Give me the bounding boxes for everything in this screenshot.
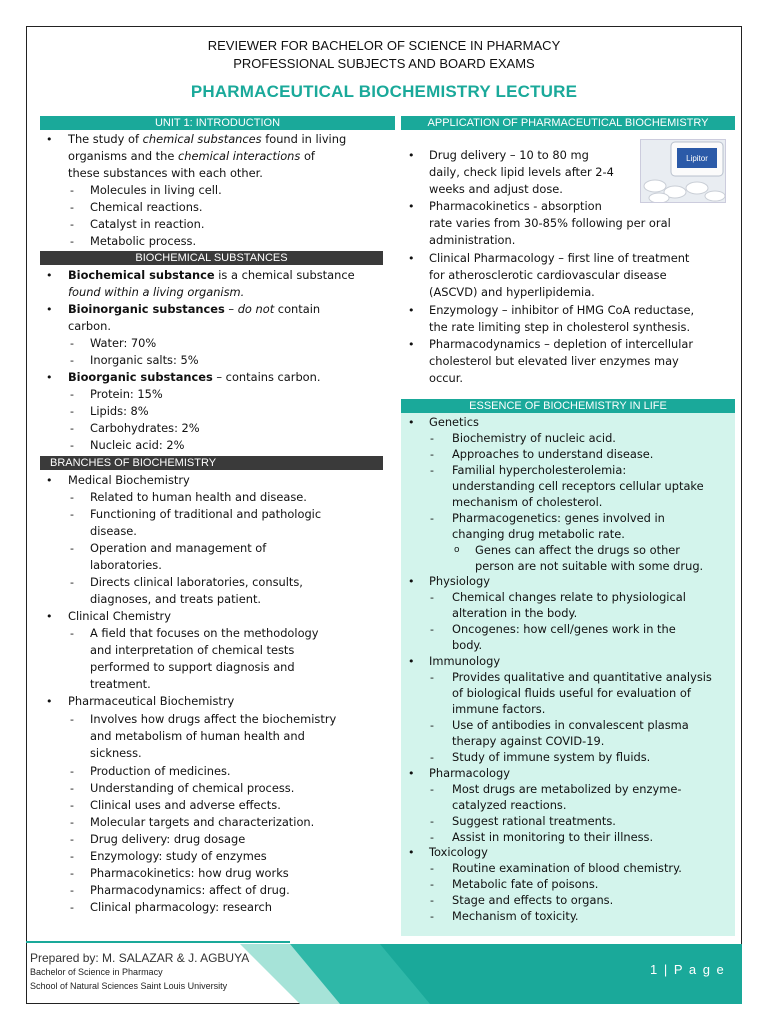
clinical-item: A field that focuses on the methodology [90, 626, 319, 640]
organic-item: Nucleic acid: 2% [90, 438, 185, 452]
essence-line: mechanism of cholesterol. [452, 495, 603, 509]
bullet: • [46, 371, 53, 384]
app-line: occur. [429, 371, 463, 385]
header-line-2: PROFESSIONAL SUBJECTS AND BOARD EXAMS [233, 56, 535, 71]
bioorganic-line [68, 369, 321, 386]
bullet: • [46, 610, 53, 623]
medical-item: diagnoses, and treats patient. [90, 592, 262, 606]
school-line: School of Natural Sciences Saint Louis University [30, 981, 228, 991]
essence-line: alteration in the body. [452, 606, 578, 620]
medical-item: Related to human health and disease. [90, 490, 307, 504]
essence-line: Familial hypercholesterolemia: [452, 463, 627, 477]
dash: - [70, 354, 74, 367]
dash: - [70, 850, 74, 863]
term-desc: – contains carbon. [212, 370, 321, 384]
dash: - [430, 910, 434, 923]
app-line: the rate limiting step in cholesterol synthesis. [429, 320, 691, 334]
essence-topic: Physiology [429, 574, 491, 588]
essence-line: Use of antibodies in convalescent plasma [452, 718, 689, 732]
dash: - [430, 815, 434, 828]
essence-line: Most drugs are metabolized by enzyme- [452, 782, 682, 796]
essence-line: Genes can affect the drugs so other [475, 543, 680, 557]
dash: - [430, 831, 434, 844]
bullet: • [408, 252, 415, 265]
essence-line: understanding cell receptors cellular uptake [452, 479, 704, 493]
dash: - [70, 439, 74, 452]
bullet: • [46, 695, 53, 708]
essence-line: Study of immune system by fluids. [452, 750, 651, 764]
branch-pharma: Pharmaceutical Biochemistry [68, 694, 235, 708]
intro-item: Metabolic process. [90, 234, 197, 248]
dash: - [430, 894, 434, 907]
dash: - [70, 337, 74, 350]
dash: - [70, 782, 74, 795]
dash: - [430, 512, 434, 525]
app-line: (ASCVD) and hyperlipidemia. [429, 285, 595, 299]
pharma-item: Production of medicines. [90, 764, 231, 778]
dash: - [70, 884, 74, 897]
essence-line: Routine examination of blood chemistry. [452, 861, 682, 875]
essence-line: Chemical changes relate to physiological [452, 590, 686, 604]
essence-line: body. [452, 638, 483, 652]
app-line: for atherosclerotic cardiovascular disease [429, 268, 667, 282]
dash: - [430, 783, 434, 796]
bioinorganic-line [68, 301, 320, 318]
essence-line: Stage and effects to organs. [452, 893, 614, 907]
essence-topic: Immunology [429, 654, 501, 668]
app-line: cholesterol but elevated liver enzymes may [429, 354, 679, 368]
pharma-item: sickness. [90, 746, 142, 760]
dash: - [430, 862, 434, 875]
dash: - [70, 765, 74, 778]
branches-heading: BRANCHES OF BIOCHEMISTRY [40, 456, 383, 470]
dash: - [430, 432, 434, 445]
bullet: • [408, 149, 415, 162]
pharma-item: Pharmacokinetics: how drug works [90, 866, 289, 880]
essence-topic: Toxicology [429, 845, 488, 859]
bullet: • [408, 304, 415, 317]
essence-line: catalyzed reactions. [452, 798, 567, 812]
essence-line: Suggest rational treatments. [452, 814, 616, 828]
pharma-item: Pharmacodynamics: affect of drug. [90, 883, 290, 897]
app-line: Enzymology – inhibitor of HMG CoA reductase, [429, 303, 695, 317]
essence-line: Provides qualitative and quantitative analysis [452, 670, 712, 684]
degree-line: Bachelor of Science in Pharmacy [30, 967, 163, 977]
app-line: Pharmacokinetics - absorption [429, 199, 602, 213]
bullet: • [408, 338, 415, 351]
dash: - [430, 448, 434, 461]
biochemical-substance-line [68, 267, 355, 284]
app-line: Pharmacodynamics – depletion of intercellular [429, 337, 694, 351]
essence-topic: Genetics [429, 415, 479, 429]
essence-line: Oncogenes: how cell/genes work in the [452, 622, 676, 636]
clinical-item: and interpretation of chemical tests [90, 643, 295, 657]
essence-line: Metabolic fate of poisons. [452, 877, 599, 891]
pharma-item: Molecular targets and characterization. [90, 815, 315, 829]
header-line-1: REVIEWER FOR BACHELOR OF SCIENCE IN PHARMACY [207, 38, 561, 53]
document-title: PHARMACEUTICAL BIOCHEMISTRY LECTURE [190, 82, 578, 101]
intro-item: Catalyst in reaction. [90, 217, 205, 231]
lipitor-label: Lipitor [686, 154, 708, 163]
intro-item: Molecules in living cell. [90, 183, 222, 197]
dash: - [70, 627, 74, 640]
medical-item: Functioning of traditional and pathologic [90, 507, 322, 521]
clinical-item: performed to support diagnosis and [90, 660, 295, 674]
dash: - [430, 671, 434, 684]
biochemical-substance-line-2: found within a living organism. [68, 285, 245, 299]
emphasis: chemical interactions [178, 149, 301, 163]
inorganic-item: Inorganic salts: 5% [90, 353, 199, 367]
dash: - [430, 623, 434, 636]
dash: - [70, 405, 74, 418]
emphasis: do not [237, 302, 275, 316]
app-line: daily, check lipid levels after 2-4 [429, 165, 614, 179]
dash: - [70, 388, 74, 401]
dash: - [430, 751, 434, 764]
essence-heading: ESSENCE OF BIOCHEMISTRY IN LIFE [401, 399, 735, 413]
pharma-item: Drug delivery: drug dosage [90, 832, 246, 846]
essence-line: person are not suitable with some drug. [475, 559, 704, 573]
emphasis: chemical substances [142, 132, 262, 146]
organic-item: Carbohydrates: 2% [90, 421, 200, 435]
medical-item: Operation and management of [90, 541, 267, 555]
essence-line: Biochemistry of nucleic acid. [452, 431, 616, 445]
dash: - [430, 719, 434, 732]
organic-item: Lipids: 8% [90, 404, 149, 418]
bullet: • [408, 655, 415, 668]
lipitor-bottle-image [640, 139, 726, 203]
bullet: • [408, 767, 415, 780]
term-bold: Biochemical substance [68, 268, 215, 282]
page-number: 1 | P a g e [650, 962, 726, 977]
bioinorganic-line-2: carbon. [68, 319, 111, 333]
dash: - [430, 591, 434, 604]
dash: - [70, 235, 74, 248]
branch-clinical: Clinical Chemistry [68, 609, 171, 623]
pharma-item: Enzymology: study of enzymes [90, 849, 267, 863]
dash: - [430, 464, 434, 477]
pharma-item: Involves how drugs affect the biochemistry [90, 712, 337, 726]
bullet: • [46, 303, 53, 316]
dash: - [70, 901, 74, 914]
inorganic-item: Water: 70% [90, 336, 157, 350]
medical-item: Directs clinical laboratories, consults, [90, 575, 303, 589]
essence-line: changing drug metabolic rate. [452, 527, 625, 541]
dash: - [430, 878, 434, 891]
sub-bullet: o [454, 545, 460, 555]
prepared-by: Prepared by: M. SALAZAR & J. AGBUYA [30, 951, 250, 965]
essence-line: Approaches to understand disease. [452, 447, 654, 461]
dash: - [70, 184, 74, 197]
application-heading: APPLICATION OF PHARMACEUTICAL BIOCHEMISTRY [401, 116, 735, 130]
term-desc: is a chemical substance [214, 268, 355, 282]
pharma-item: Clinical pharmacology: research [90, 900, 272, 914]
organic-item: Protein: 15% [90, 387, 163, 401]
bullet: • [408, 416, 415, 429]
essence-line: Assist in monitoring to their illness. [452, 830, 654, 844]
essence-line: Pharmacogenetics: genes involved in [452, 511, 665, 525]
essence-topic: Pharmacology [429, 766, 510, 780]
bullet: • [46, 269, 53, 282]
app-line: administration. [429, 233, 516, 247]
medical-item: laboratories. [90, 558, 162, 572]
essence-line: therapy against COVID-19. [452, 734, 605, 748]
app-line: Drug delivery – 10 to 80 mg [429, 148, 589, 162]
pharma-item: Clinical uses and adverse effects. [90, 798, 281, 812]
bullet: • [408, 575, 415, 588]
dash: - [70, 576, 74, 589]
clinical-item: treatment. [90, 677, 151, 691]
term-desc: – do not contain [224, 302, 321, 316]
intro-line-1: The study of chemical substances found in living [68, 132, 347, 146]
bullet: • [408, 846, 415, 859]
dash: - [70, 542, 74, 555]
pharma-item: and metabolism of human health and [90, 729, 305, 743]
bullet: • [46, 133, 53, 146]
medical-item: disease. [90, 524, 137, 538]
lipitor-bottle-graphic [641, 140, 726, 203]
app-line: Clinical Pharmacology – first line of treatment [429, 251, 690, 265]
dash: - [70, 422, 74, 435]
bullet: • [408, 200, 415, 213]
essence-line: Mechanism of toxicity. [452, 909, 579, 923]
dash: - [70, 508, 74, 521]
intro-line-2: organisms and the chemical interactions of [68, 149, 315, 163]
bullet: • [46, 474, 53, 487]
app-line: weeks and adjust dose. [429, 182, 563, 196]
term-bold: Bioorganic substances [68, 370, 213, 384]
pharma-item: Understanding of chemical process. [90, 781, 295, 795]
unit-heading: UNIT 1: INTRODUCTION [40, 116, 395, 130]
dash: - [70, 201, 74, 214]
essence-line: of biological fluids useful for evaluation of [452, 686, 691, 700]
essence-line: immune factors. [452, 702, 546, 716]
dash: - [70, 799, 74, 812]
intro-item: Chemical reactions. [90, 200, 203, 214]
dash: - [70, 218, 74, 231]
term-bold: Bioinorganic substances [68, 302, 225, 316]
biochem-heading: BIOCHEMICAL SUBSTANCES [40, 251, 383, 265]
intro-line-3: these substances with each other. [68, 166, 263, 180]
app-line: rate varies from 30-85% following per oral [429, 216, 671, 230]
dash: - [70, 867, 74, 880]
dash: - [70, 833, 74, 846]
dash: - [70, 491, 74, 504]
branch-medical: Medical Biochemistry [68, 473, 190, 487]
dash: - [70, 816, 74, 829]
dash: - [70, 713, 74, 726]
